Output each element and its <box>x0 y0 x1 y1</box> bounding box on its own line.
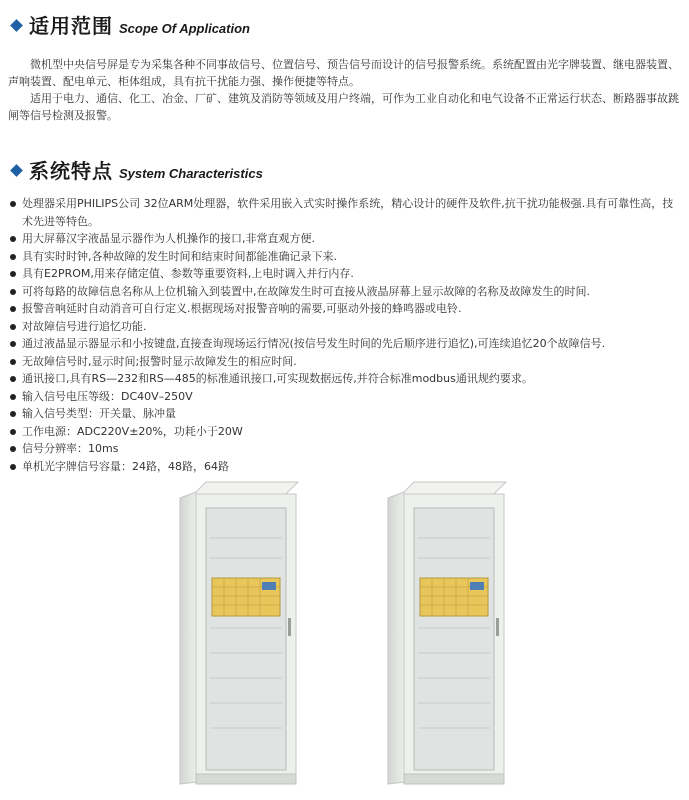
scope-title-cn: 适用范围 <box>29 14 113 38</box>
feature-item: 具有E2PROM,用来存储定值、参数等重要资料,上电时调入并行内存. <box>8 265 684 283</box>
cabinet-image-left <box>176 478 302 790</box>
feature-item: 可将每路的故障信息名称从上位机输入到装置中,在故障发生时可直接从液晶屏幕上显示故障的名称及故障发生的时间. <box>8 283 684 301</box>
feature-item: 无故障信号时,显示时间;报警时显示故障发生的相应时间. <box>8 353 684 371</box>
diamond-bullet-icon <box>10 19 23 32</box>
feature-item: 报警音响延时自动消音可自行定义.根据现场对报警音响的需要,可驱动外接的蜂鸣器或电铃. <box>8 300 684 318</box>
feature-item: 用大屏幕汉字液晶显示器作为人机操作的接口,非常直观方便. <box>8 230 684 248</box>
feature-item: 单机光字牌信号容量：24路，48路，64路 <box>8 458 684 476</box>
scope-title-en: Scope Of Application <box>119 21 250 36</box>
feature-item: 工作电源：ADC220V±20%，功耗小于20W <box>8 423 684 441</box>
diamond-bullet-icon <box>10 164 23 177</box>
feature-item: 对故障信号进行追忆功能. <box>8 318 684 336</box>
system-heading <box>8 155 263 184</box>
scope-paragraph: 适用于电力、通信、化工、冶金、厂矿、建筑及消防等领域及用户终端，可作为工业自动化和电气设备不正常运行状态、断路器事故跳闸等信号检测及报警。 <box>8 92 679 122</box>
system-title-cn: 系统特点 <box>29 159 113 183</box>
feature-item: 具有实时时钟,各种故障的发生时间和结束时间都能准确记录下来. <box>8 248 684 266</box>
feature-item: 输入信号电压等级：DC40V–250V <box>8 388 684 406</box>
feature-item: 输入信号类型：开关量、脉冲量 <box>8 405 684 423</box>
cabinet-image-right <box>384 478 510 790</box>
feature-item: 通讯接口,具有RS—232和RS—485的标准通讯接口,可实现数据远传,并符合标准modbus通讯规约要求。 <box>8 370 684 388</box>
scope-heading <box>8 10 250 39</box>
feature-item: 信号分辨率：10ms <box>8 440 684 458</box>
scope-body <box>8 56 684 124</box>
scope-paragraph: 微机型中央信号屏是专为采集各种不同事故信号、位置信号、预告信号而设计的信号报警系统。系统配置由光字牌装置、继电器装置、声响装置、配电单元、柜体组成，具有抗干扰能力强、操作便捷等特点。 <box>8 58 679 88</box>
feature-list <box>8 195 684 475</box>
feature-item: 通过液晶显示器显示和小按键盘,直接查询现场运行情况(按信号发生时间的先后顺序进行追忆),可连续追忆20个故障信号. <box>8 335 684 353</box>
feature-item: 处理器采用PHILIPS公司 32位ARM处理器，软件采用嵌入式实时操作系统，精心设计的硬件及软件,抗干扰功能极强.具有可靠性高，技术先进等特色。 <box>8 195 684 230</box>
system-title-en: System Characteristics <box>119 166 263 181</box>
